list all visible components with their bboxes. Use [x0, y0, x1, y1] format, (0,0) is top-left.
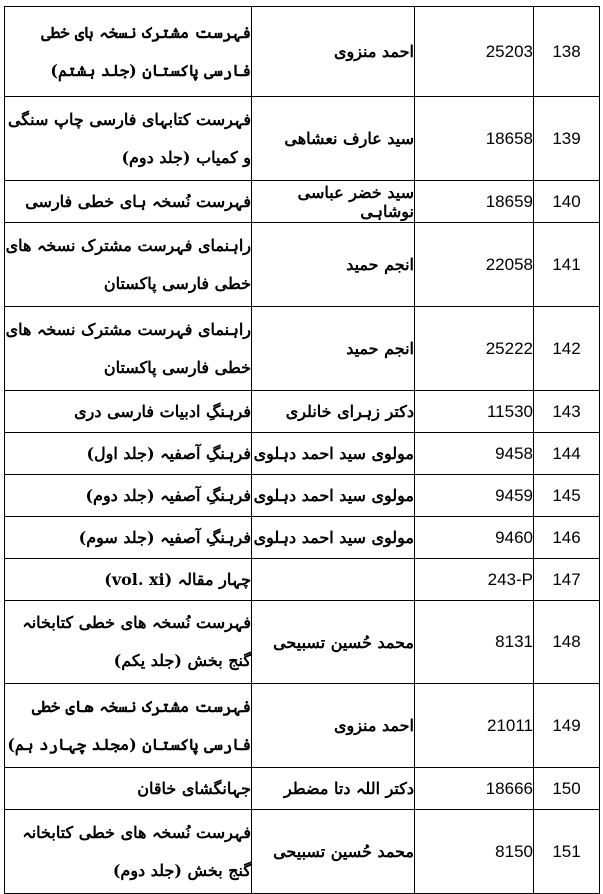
- serial-cell: 139: [534, 97, 600, 181]
- accession-cell: 9459: [415, 475, 534, 517]
- title-cell: فہرست نُسخہ ہای خطی فارسی: [5, 181, 252, 223]
- accession-cell: 9460: [415, 517, 534, 559]
- table-row: [5, 810, 600, 894]
- serial-cell: 147: [534, 559, 600, 601]
- table-row: [5, 559, 600, 601]
- accession-cell: 25222: [415, 307, 534, 391]
- title-cell: راہنمای فہرست مشترک نسخہ ھای خطی فارسی پاکستان: [5, 307, 252, 391]
- serial-cell: 150: [534, 768, 600, 810]
- title-cell: چہار مقالہ (vol. xi): [5, 559, 252, 601]
- accession-cell: 8150: [415, 810, 534, 894]
- table-row: [5, 768, 600, 810]
- table-row: [5, 7, 600, 97]
- author-cell: مولوی سید احمد دہلوی: [252, 433, 415, 475]
- table-row: [5, 684, 600, 768]
- author-cell: دکتر زہرای خانلری: [252, 391, 415, 433]
- title-cell: فہرست نُسخہ ھای خطی کتابخانہ گنج بخش (جلد دوم): [5, 810, 252, 894]
- catalogue-table: [4, 6, 600, 894]
- serial-cell: 145: [534, 475, 600, 517]
- table-row: [5, 97, 600, 181]
- accession-cell: 9458: [415, 433, 534, 475]
- serial-cell: 148: [534, 601, 600, 684]
- accession-cell: 21011: [415, 684, 534, 768]
- author-cell: احمد منزوی: [252, 684, 415, 768]
- table-row: [5, 223, 600, 307]
- accession-cell: 18659: [415, 181, 534, 223]
- title-cell: راہنمای فہرست مشترک نسخہ ھای خطی فارسی پاکستان: [5, 223, 252, 307]
- title-cell: فرہنگِ آصفیہ (جلد سوم): [5, 517, 252, 559]
- title-cell: فرہنگِ آصفیہ (جلد اول): [5, 433, 252, 475]
- title-cell: فہرست مشترک نسخہ ھای خطی فارسی پاکستان (مجلد چہارد ہم): [5, 684, 252, 768]
- author-cell: مولوی سید احمد دہلوی: [252, 517, 415, 559]
- serial-cell: 144: [534, 433, 600, 475]
- title-cell: فرہنگِ ادبیات فارسی دری: [5, 391, 252, 433]
- serial-cell: 151: [534, 810, 600, 894]
- accession-cell: 8131: [415, 601, 534, 684]
- accession-cell: 22058: [415, 223, 534, 307]
- accession-cell: 25203: [415, 7, 534, 97]
- accession-cell: 18658: [415, 97, 534, 181]
- title-cell: جہانگشای خاقان: [5, 768, 252, 810]
- table-row: [5, 391, 600, 433]
- serial-cell: 146: [534, 517, 600, 559]
- author-cell: انجم حمید: [252, 307, 415, 391]
- author-cell: سید عارف نعشاھی: [252, 97, 415, 181]
- serial-cell: 138: [534, 7, 600, 97]
- table-row: [5, 307, 600, 391]
- table-row: [5, 475, 600, 517]
- serial-cell: 143: [534, 391, 600, 433]
- title-cell: فہرست کتابہای فارسی چاپ سنگی و کمیاب (جلد دوم): [5, 97, 252, 181]
- author-cell: محمد حُسین تسبیحی: [252, 601, 415, 684]
- title-cell: فہرست مشترک نسخہ ہای خطی فارسی پاکستان (جلد ہشتم): [5, 7, 252, 97]
- accession-cell: 18666: [415, 768, 534, 810]
- accession-cell: 243-P: [415, 559, 534, 601]
- table-row: [5, 181, 600, 223]
- serial-cell: 149: [534, 684, 600, 768]
- title-cell: فہرست نُسخہ ھای خطی کتابخانہ گنج بخش (جلد یکم): [5, 601, 252, 684]
- author-cell: [252, 559, 415, 601]
- author-cell: احمد منزوی: [252, 7, 415, 97]
- author-cell: دکتر اللہ دتا مضطر: [252, 768, 415, 810]
- catalogue-body: [5, 7, 600, 894]
- serial-cell: 142: [534, 307, 600, 391]
- title-cell: فرہنگِ آصفیہ (جلد دوم): [5, 475, 252, 517]
- table-row: [5, 433, 600, 475]
- serial-cell: 140: [534, 181, 600, 223]
- author-cell: مولوی سید احمد دہلوی: [252, 475, 415, 517]
- author-cell: انجم حمید: [252, 223, 415, 307]
- table-row: [5, 517, 600, 559]
- author-cell: سید خضر عباسی نوشاہی: [252, 181, 415, 223]
- author-cell: محمد حُسین تسبیحی: [252, 810, 415, 894]
- serial-cell: 141: [534, 223, 600, 307]
- accession-cell: 11530: [415, 391, 534, 433]
- table-row: [5, 601, 600, 684]
